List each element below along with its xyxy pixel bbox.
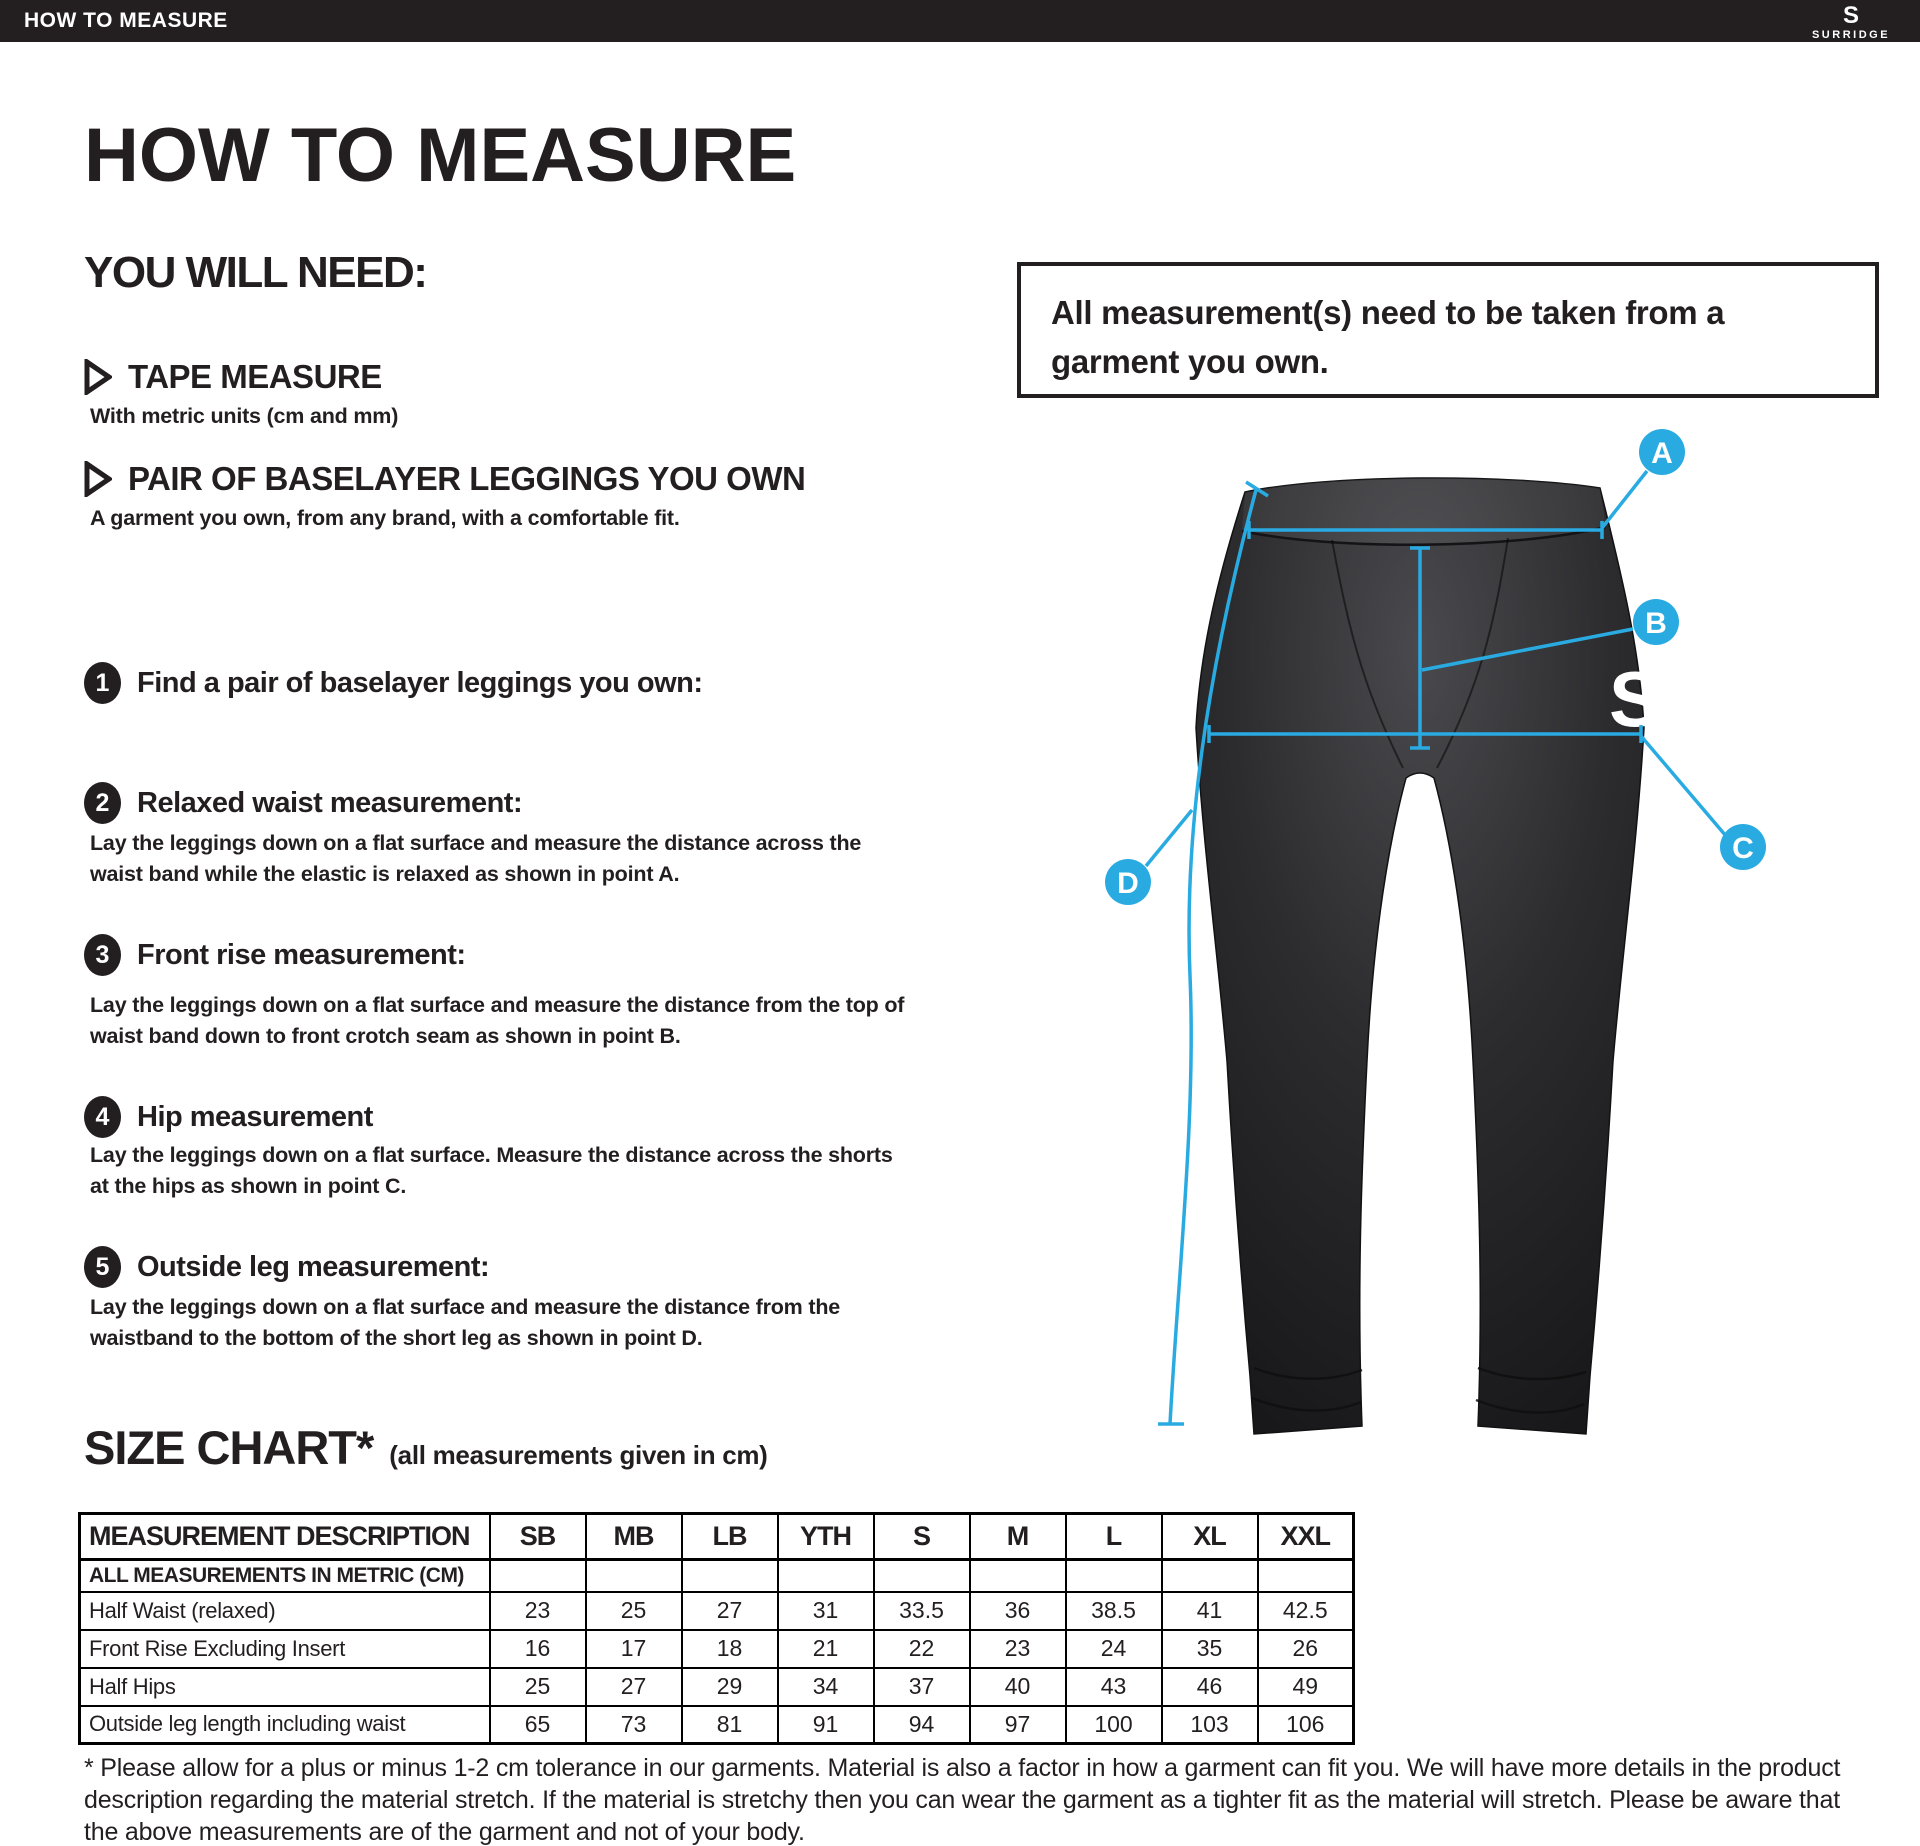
col-header: L [1066,1514,1162,1560]
row-label: Half Waist (relaxed) [80,1592,490,1630]
cell: 65 [490,1706,586,1744]
cell: 27 [682,1592,778,1630]
cell: 33.5 [874,1592,970,1630]
cell: 22 [874,1630,970,1668]
cell: 34 [778,1668,874,1706]
surridge-logo-icon [1796,1,1906,41]
col-header: M [970,1514,1066,1560]
col-header: S [874,1514,970,1560]
cell: 106 [1258,1706,1354,1744]
cell: 37 [874,1668,970,1706]
page-title: HOW TO MEASURE [84,113,797,198]
step-1 [84,662,703,704]
cell: 25 [490,1668,586,1706]
waistband [1242,478,1606,543]
need-item-description: A garment you own, from any brand, with a comfortable fit. [90,506,680,530]
col-header: MB [586,1514,682,1560]
surridge-s-glyph: S [1842,2,1860,29]
cell: 23 [490,1592,586,1630]
col-header: XL [1162,1514,1258,1560]
step-4 [84,1096,373,1138]
table-row [80,1668,1354,1706]
step-number-badge: 5 [84,1246,121,1288]
header-title: HOW TO MEASURE [24,9,228,32]
cell: 36 [970,1592,1066,1630]
step-heading: Outside leg measurement: [137,1250,490,1283]
cell: 97 [970,1706,1066,1744]
step-number-badge: 1 [84,662,121,704]
table-row [80,1706,1354,1744]
size-chart-heading [84,1420,768,1475]
table-header-row [80,1514,1354,1560]
cell: 100 [1066,1706,1162,1744]
cell: 49 [1258,1668,1354,1706]
need-item-tape-measure [84,358,382,396]
marker-d [1105,859,1151,905]
step-body: Lay the leggings down on a flat surface and measure the distance from the top of waist band down to front crotch seam as shown in point B. [90,993,905,1048]
surridge-logo [1796,1,1920,41]
step-number-badge: 3 [84,934,121,976]
col-header: XXL [1258,1514,1354,1560]
cell: 31 [778,1592,874,1630]
need-item-leggings [84,460,805,498]
metric-note-row [80,1560,1354,1592]
step-heading: Find a pair of baselayer leggings you own: [137,666,703,699]
cell: 43 [1066,1668,1162,1706]
svg-text:C: C [1732,832,1754,865]
step-heading: Hip measurement [137,1100,373,1133]
garment-logo-icon: S [1608,655,1662,743]
marker-a [1639,429,1685,475]
step-3 [84,934,466,976]
table-row [80,1592,1354,1630]
triangle-bullet-icon [84,359,112,395]
cell: 23 [970,1630,1066,1668]
you-will-need-heading: YOU WILL NEED: [84,248,427,297]
step-heading: Relaxed waist measurement: [137,786,523,819]
cell: 18 [682,1630,778,1668]
need-item-description: With metric units (cm and mm) [90,404,399,428]
cell: 24 [1066,1630,1162,1668]
cell: 94 [874,1706,970,1744]
cell: 16 [490,1630,586,1668]
step-body: Lay the leggings down on a flat surface. Measure the distance across the shorts at the hips as shown in point C. [90,1143,893,1198]
cell: 73 [586,1706,682,1744]
svg-text:B: B [1645,607,1667,640]
col-header: SB [490,1514,586,1560]
triangle-bullet-icon [84,461,112,497]
cell: 26 [1258,1630,1354,1668]
marker-c-connector [1641,736,1726,836]
col-header: MEASUREMENT DESCRIPTION [80,1514,490,1560]
step-body: Lay the leggings down on a flat surface and measure the distance from the waistband to the bottom of the short leg as shown in point D. [90,1295,841,1350]
cell: 40 [970,1668,1066,1706]
cell: 29 [682,1668,778,1706]
footnote: * Please allow for a plus or minus 1-2 cm tolerance in our garments. Material is also a factor in how a garment can fit you. We will have more details in the product description regarding the material stretch. If the material is stretchy then you can wear the garment as a tighter fit as the material will stretch. Please be aware that the above measurements are of the garment and not of your body. [84,1754,1841,1846]
cell: 27 [586,1668,682,1706]
marker-a-connector [1602,471,1647,528]
cell: 103 [1162,1706,1258,1744]
marker-c [1720,824,1766,870]
cell: 41 [1162,1592,1258,1630]
metric-note: ALL MEASUREMENTS IN METRIC (CM) [80,1560,490,1592]
need-item-label: TAPE MEASURE [128,358,382,395]
size-chart-table [78,1512,1355,1745]
step-heading: Front rise measurement: [137,938,466,971]
col-header: LB [682,1514,778,1560]
step-body: Lay the leggings down on a flat surface and measure the distance across the waist band while the elastic is relaxed as shown in point A. [90,831,862,886]
cell: 21 [778,1630,874,1668]
cell: 38.5 [1066,1592,1162,1630]
row-label: Front Rise Excluding Insert [80,1630,490,1668]
cell: 42.5 [1258,1592,1354,1630]
surridge-wordmark: SURRIDGE [1811,29,1891,41]
step-2 [84,782,522,824]
garment-diagram [900,416,1920,1546]
cell: 81 [682,1706,778,1744]
table-row [80,1630,1354,1668]
svg-text:D: D [1117,867,1139,900]
cell: 35 [1162,1630,1258,1668]
cell: 91 [778,1706,874,1744]
col-header: YTH [778,1514,874,1560]
size-chart-subtitle: (all measurements given in cm) [389,1440,768,1470]
cell: 25 [586,1592,682,1630]
step-5 [84,1246,489,1288]
need-item-label: PAIR OF BASELAYER LEGGINGS YOU OWN [128,460,806,497]
cell: 46 [1162,1668,1258,1706]
svg-text:A: A [1651,437,1673,470]
header-bar [0,0,1920,42]
marker-d-connector [1146,810,1192,866]
note-box: All measurement(s) need to be taken from a garment you own. [1017,262,1879,398]
step-number-badge: 2 [84,782,121,824]
marker-b [1633,599,1679,645]
cell: 17 [586,1630,682,1668]
row-label: Outside leg length including waist [80,1706,490,1744]
row-label: Half Hips [80,1668,490,1706]
size-chart-title: SIZE CHART* [84,1421,374,1474]
step-number-badge: 4 [84,1096,121,1138]
